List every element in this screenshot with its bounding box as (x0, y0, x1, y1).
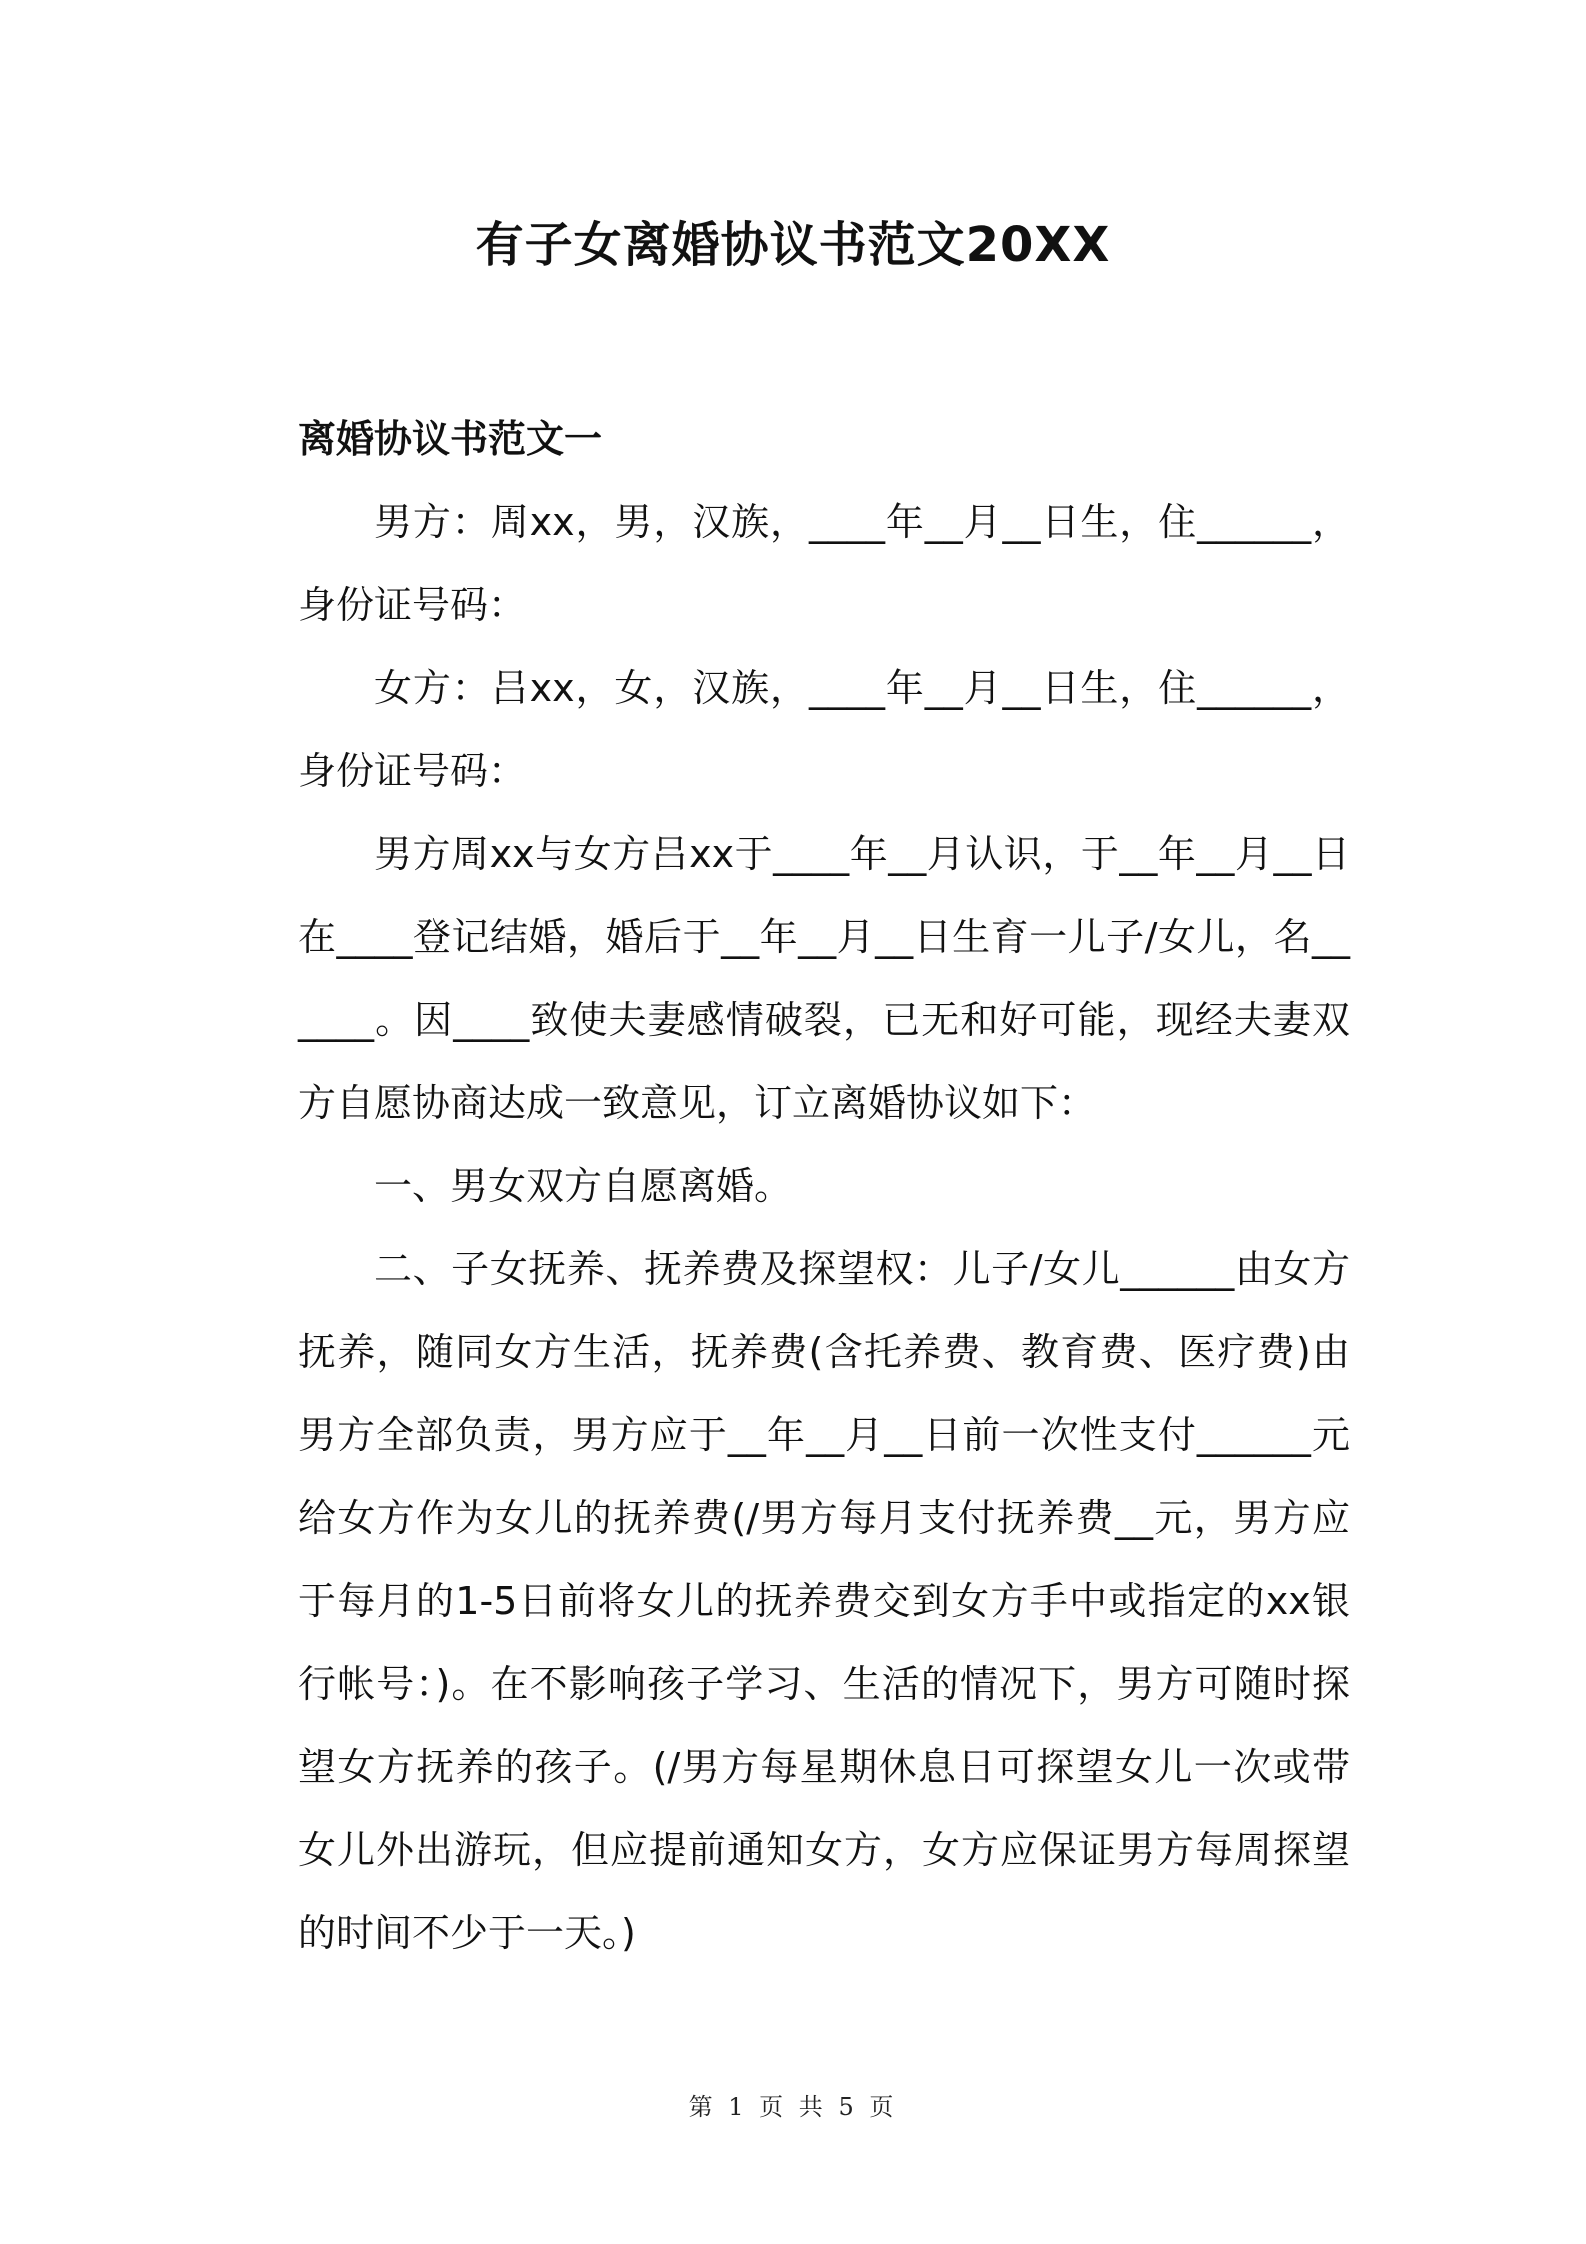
section-heading: 离婚协议书范文一 (298, 417, 603, 461)
paragraph-clause-two: 二、子女抚养、抚养费及探望权：儿子/女儿______由女方抚养，随同女方生活，抚养费(含托养费、教育费、医疗费)由男方全部负责，男方应于__年__月__日前一次性支付______元给女方作为女儿的抚养费(/男方每月支付抚养费__元，男方应于每月的1-5日前将女儿的抚养费交到女方手中或指定的xx银行帐号：)。在不影响孩子学习、生活的情况下，男方可随时探望女方抚养的孩子。(/男方每星期休息日可探望女儿一次或带女儿外出游玩，但应提前通知女方，女方应保证男方每周探望的时间不少于一天。) (298, 1247, 1350, 1955)
document-title: 有子女离婚协议书范文20XX (475, 217, 1111, 273)
document-body (298, 398, 1350, 1975)
page-footer: 第 1 页 共 5 页 (688, 2093, 898, 2121)
paragraph-male-party: 男方：周xx，男，汉族，____年__月__日生，住______，身份证号码： (298, 500, 1350, 627)
paragraph-background: 男方周xx与女方吕xx于____年__月认识，于__年__月__日在____登记结婚，婚后于__年__月__日生育一儿子/女儿，名______。因____致使夫妻感情破裂，已无和好可能，现经夫妻双方自愿协商达成一致意见，订立离婚协议如下： (298, 832, 1350, 1125)
paragraph-clause-one: 一、男女双方自愿离婚。 (374, 1164, 793, 1208)
paragraph-female-party: 女方：吕xx，女，汉族，____年__月__日生，住______，身份证号码： (298, 666, 1350, 793)
